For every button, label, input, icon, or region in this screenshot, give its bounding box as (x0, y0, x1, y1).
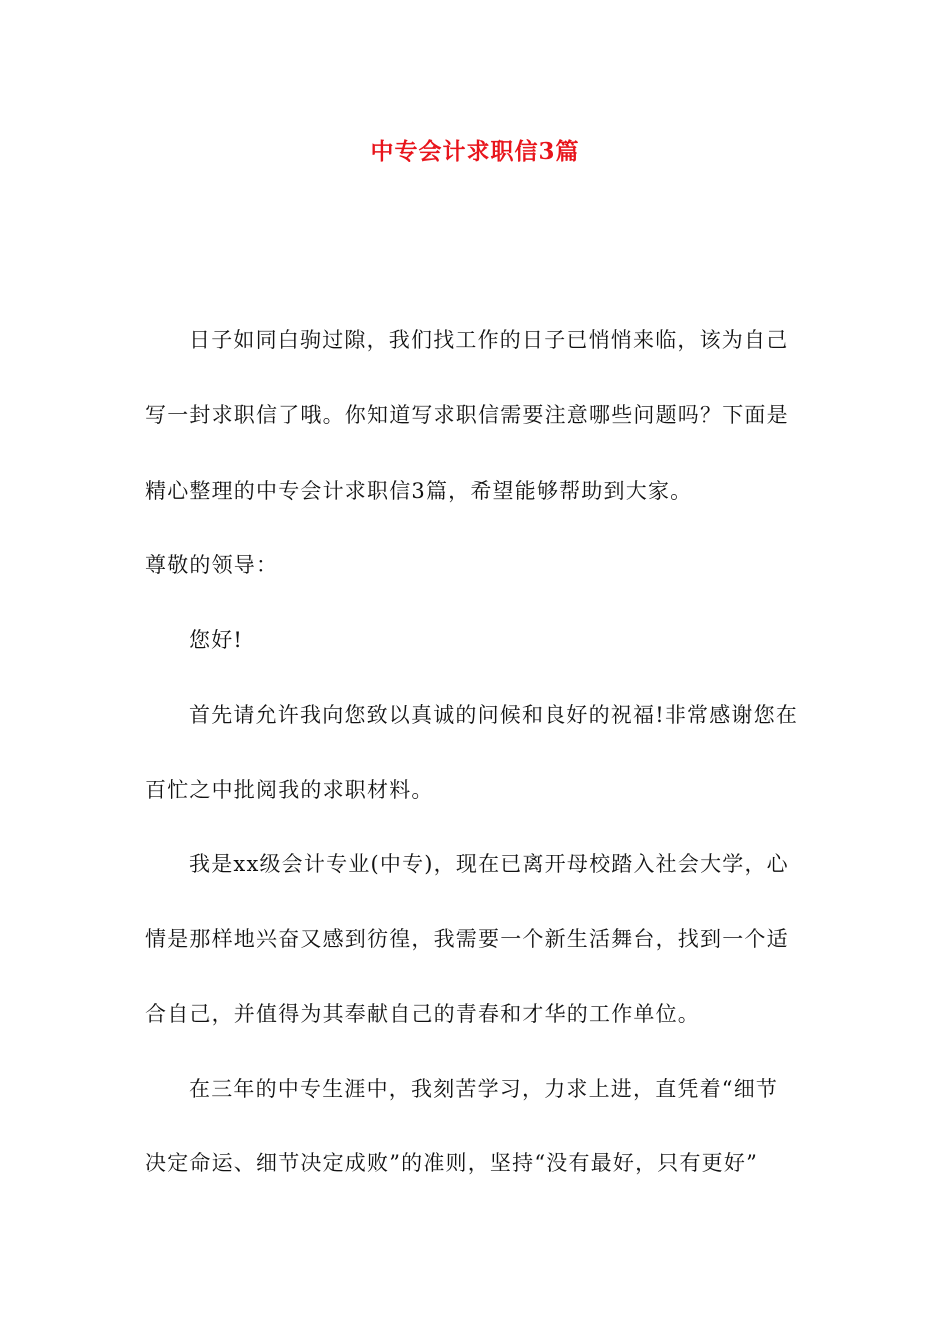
intro-line-2: 写一封求职信了哦。你知道写求职信需要注意哪些问题吗？下面是 (145, 403, 789, 427)
paragraph3-line-1: 在三年的中专生涯中，我刻苦学习，力求上进，直凭着“细节 (189, 1077, 779, 1101)
paragraph2-line-3: 合自己，并值得为其奉献自己的青春和才华的工作单位。 (145, 1002, 700, 1026)
intro-line-1: 日子如同白驹过隙，我们找工作的日子已悄悄来临，该为自己 (189, 328, 789, 352)
paragraph1-line-1: 首先请允许我向您致以真诚的问候和良好的祝福!非常感谢您在 (189, 703, 799, 727)
paragraph3-line-2: 决定命运、细节决定成败”的准则，坚持“没有最好，只有更好” (145, 1151, 759, 1175)
paragraph2-line-2: 情是那样地兴奋又感到彷徨，我需要一个新生活舞台，找到一个适 (145, 927, 789, 951)
paragraph1-line-2: 百忙之中批阅我的求职材料。 (145, 778, 434, 802)
salutation: 尊敬的领导： (145, 553, 279, 577)
paragraph2-line-1: 我是xx级会计专业(中专)，现在已离开母校踏入社会大学，心 (189, 852, 789, 876)
greeting: 您好! (189, 628, 244, 652)
document-title: 中专会计求职信3篇 (370, 138, 580, 165)
intro-line-3: 精心整理的中专会计求职信3篇，希望能够帮助到大家。 (145, 479, 693, 503)
